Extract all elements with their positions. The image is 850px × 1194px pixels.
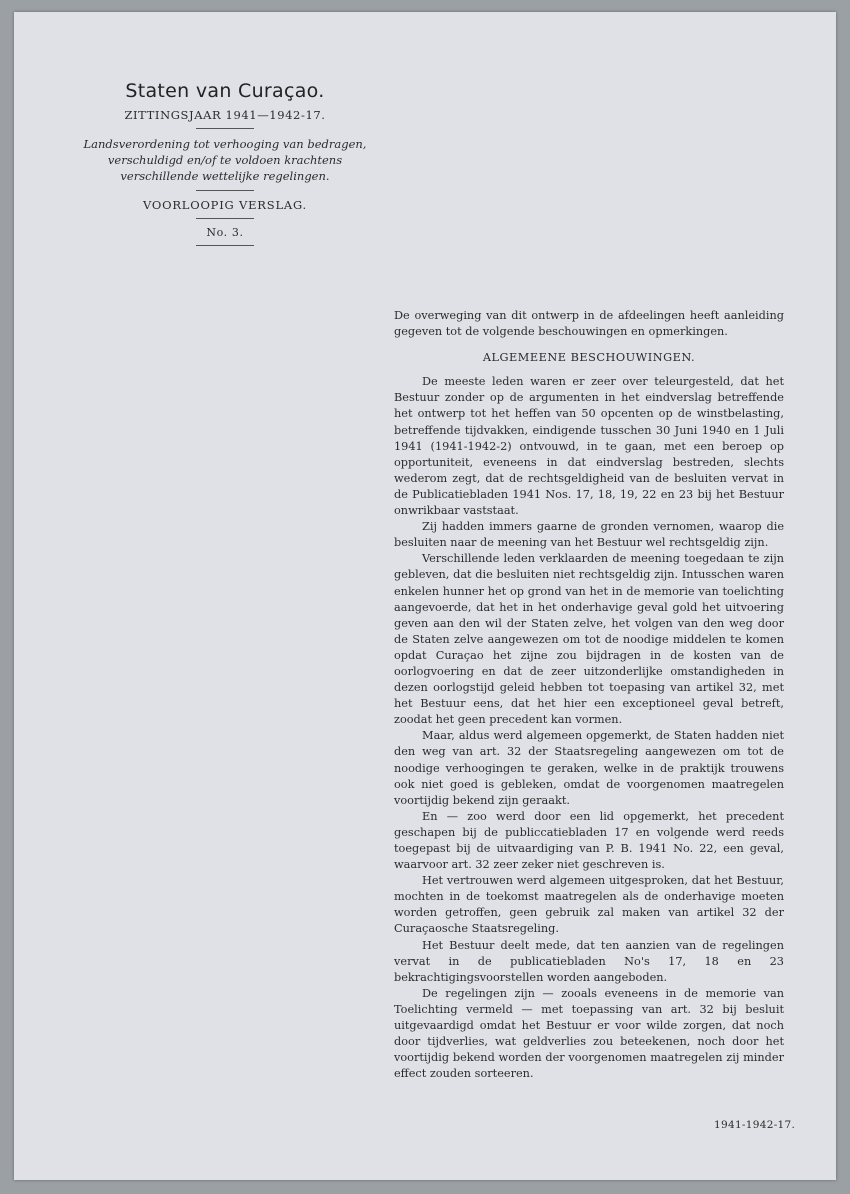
divider [196, 190, 254, 191]
body-paragraph: Het vertrouwen werd algemeen uitgesproken, dat het Bestuur, mochten in de toekomst maatregelen als de onderhavige moeten worden getroffen, geen gebruik zal maken van artikel 32 der Curaçaosche Staatsregeling. [394, 874, 784, 936]
divider [196, 128, 254, 129]
report-number: No. 3. [206, 226, 244, 239]
body-paragraph: De meeste leden waren er zeer over teleurgesteld, dat het Bestuur zonder op de argumenten in het eindverslag betreffende het ontwerp tot het heffen van 50 opcenten op de winstbelasting, betreffende tijdvakken, eindigende tusschen 30 Juni 1940 en 1 Juli 1941 (1941-1942-2) ontvouwd, in te gaan, met een beroep op opportuniteit, eveneens in dat eindverslag bestreden, slechts wederom zegt, dat de rechtsgeldigheid van de besluiten vervat in de Publicatiebladen 1941 Nos. 17, 18, 19, 22 en 23 bij het Bestuur onwrikbaar vaststaat. [394, 375, 784, 518]
document-title: Staten van Curaçao. [125, 80, 325, 102]
body-paragraph: Zij hadden immers gaarne de gronden vernomen, waarop die besluiten naar de meening van het Bestuur wel rechtsgeldig zijn. [394, 520, 784, 550]
session-year: ZITTINGSJAAR 1941—1942-17. [124, 108, 326, 122]
body-paragraph: Verschillende leden verklaarden de meening toegedaan te zijn gebleven, dat die besluiten niet rechtsgeldig zijn. Intusschen waren enkelen hunner het op grond van het in de memorie van toelichting aangevoerde, dat het in het onderhavige geval gold het uitvoering geven aan den wil der Staten zelve, het volgen van den weg door de Staten zelve aangewezen om tot de noodige middelen te komen opdat Curaçao het zijne zou bijdragen in de kosten van de oorlogvoering en dat de zeer uitzonderlijke omstandigheden in dezen oorlogstijd geleid hebben tot toepasing van artikel 32, met het Bestuur eens, dat het hier een exceptioneel geval betreft, zoodat het geen precedent kan vormen. [394, 552, 784, 727]
divider [196, 245, 254, 246]
document-page [14, 12, 836, 1180]
document-number-footer: 1941-1942-17. [714, 1119, 796, 1131]
document-header [70, 80, 380, 253]
divider [196, 218, 254, 219]
report-body [394, 308, 784, 1082]
intro-paragraph: De overweging van dit ontwerp in de afdeelingen heeft aanleiding gegeven tot de volgende beschouwingen en opmerkingen. [394, 309, 784, 339]
body-paragraph: De regelingen zijn — zooals eveneens in de memorie van Toelichting vermeld — met toepassing van art. 32 bij besluit uitgevaardigd omdat het Bestuur er voor wilde zorgen, dat noch door tijdverlies, wat geldverlies zou beteekenen, noch door het voortijdig bekend worden der voorgenomen maatregelen zij minder effect zouden sorteeren. [394, 986, 784, 1081]
body-paragraph: Het Bestuur deelt mede, dat ten aanzien van de regelingen vervat in de publicatiebladen No's 17, 18 en 23 bekrachtigingsvoorstellen worden aangeboden. [394, 938, 784, 984]
report-type: VOORLOOPIG VERSLAG. [142, 198, 308, 212]
subject-description: Landsverordening tot verhooging van bedragen, verschuldigd en/of te voldoen krachtens verschillende wettelijke regelingen. [83, 137, 367, 183]
body-paragraph: En — zoo werd door een lid opgemerkt, het precedent geschapen bij de publiccatiebladen 17 en volgende werd reeds toegepast bij de uitvaardiging van P. B. 1941 No. 22, een geval, waarvoor art. 32 zeer zeker niet geschreven is. [394, 809, 784, 872]
section-heading: ALGEMEENE BESCHOUWINGEN. [482, 351, 696, 365]
body-paragraph: Maar, aldus werd algemeen opgemerkt, de Staten hadden niet den weg van art. 32 der Staatsregeling aangewezen om tot de noodige verhoogingen te geraken, welke in de praktijk trouwens ook niet goed is gebleken, omdat de voorgenomen maatregelen voortijdig bekend zijn geraakt. [394, 729, 784, 807]
